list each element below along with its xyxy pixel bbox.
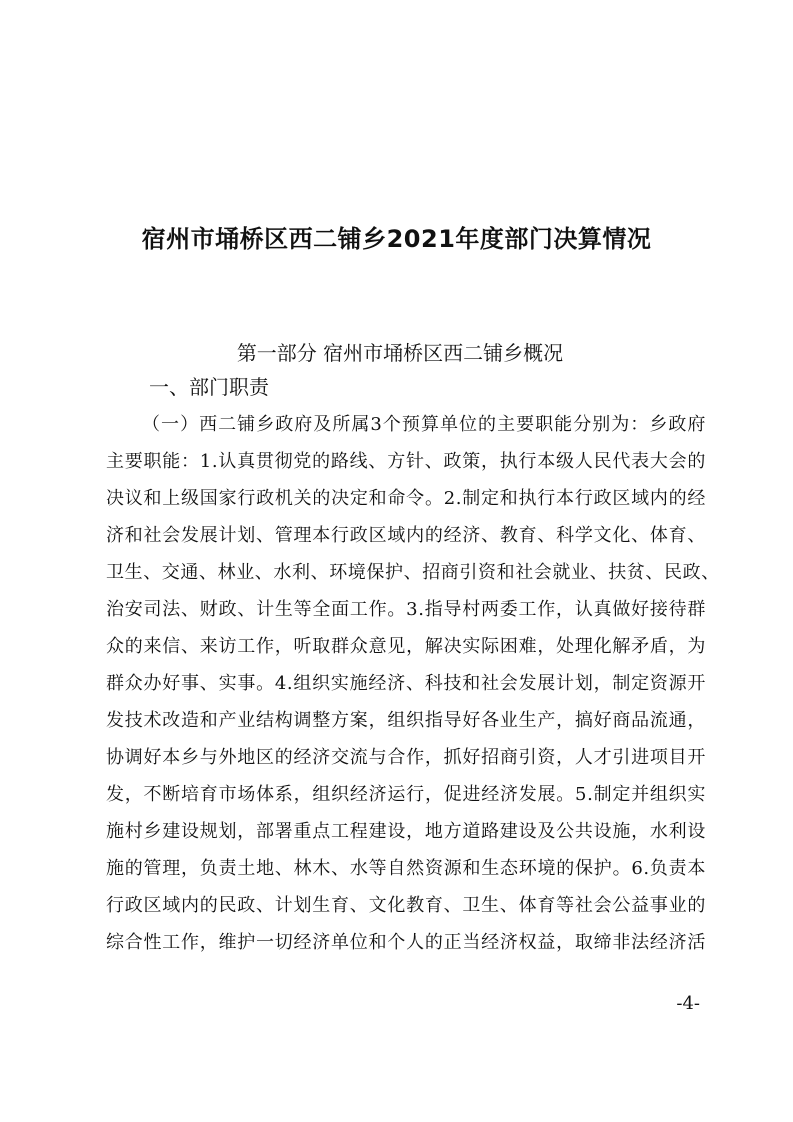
document-title: 宿州市埇桥区西二铺乡2021年度部门决算情况 <box>141 225 652 253</box>
page-number: -4- <box>676 993 700 1014</box>
body-paragraph <box>106 406 720 961</box>
paragraph-line: 发技术改造和产业结构调整方案，组织指导好各业生产，搞好商品流通， <box>106 710 706 731</box>
paragraph-line: 济和社会发展计划、管理本行政区域内的经济、教育、科学文化、体育、 <box>106 525 706 546</box>
part-heading: 第一部分 宿州市埇桥区西二铺乡概况 <box>236 341 564 365</box>
paragraph-line: 决议和上级国家行政机关的决定和命令。2.制定和执行本行政区域内的经 <box>106 488 706 509</box>
paragraph-line: （一）西二铺乡政府及所属3个预算单位的主要职能分别为：乡政府 <box>142 414 706 435</box>
section-heading: 一、部门职责 <box>149 375 269 399</box>
paragraph-line: 施的管理，负责土地、林木、水等自然资源和生态环境的保护。6.负责本 <box>106 858 706 879</box>
paragraph-line: 行政区域内的民政、计划生育、文化教育、卫生、体育等社会公益事业的 <box>106 895 706 916</box>
paragraph-line: 群众办好事、实事。4.组织实施经济、科技和社会发展计划，制定资源开 <box>106 673 706 694</box>
paragraph-line: 发，不断培育市场体系，组织经济运行，促进经济发展。5.制定并组织实 <box>106 784 706 805</box>
paragraph-line: 施村乡建设规划，部署重点工程建设，地方道路建设及公共设施，水利设 <box>106 821 706 842</box>
paragraph-line: 卫生、交通、林业、水利、环境保护、招商引资和社会就业、扶贫、民政、 <box>106 562 720 583</box>
paragraph-line: 协调好本乡与外地区的经济交流与合作，抓好招商引资，人才引进项目开 <box>106 747 706 768</box>
paragraph-line: 众的来信、来访工作，听取群众意见，解决实际困难，处理化解矛盾，为 <box>106 636 706 657</box>
paragraph-line: 治安司法、财政、计生等全面工作。3.指导村两委工作，认真做好接待群 <box>106 599 706 620</box>
paragraph-line: 综合性工作，维护一切经济单位和个人的正当经济权益，取缔非法经济活 <box>106 932 706 953</box>
paragraph-line: 主要职能：1.认真贯彻党的路线、方针、政策，执行本级人民代表大会的 <box>106 451 706 472</box>
